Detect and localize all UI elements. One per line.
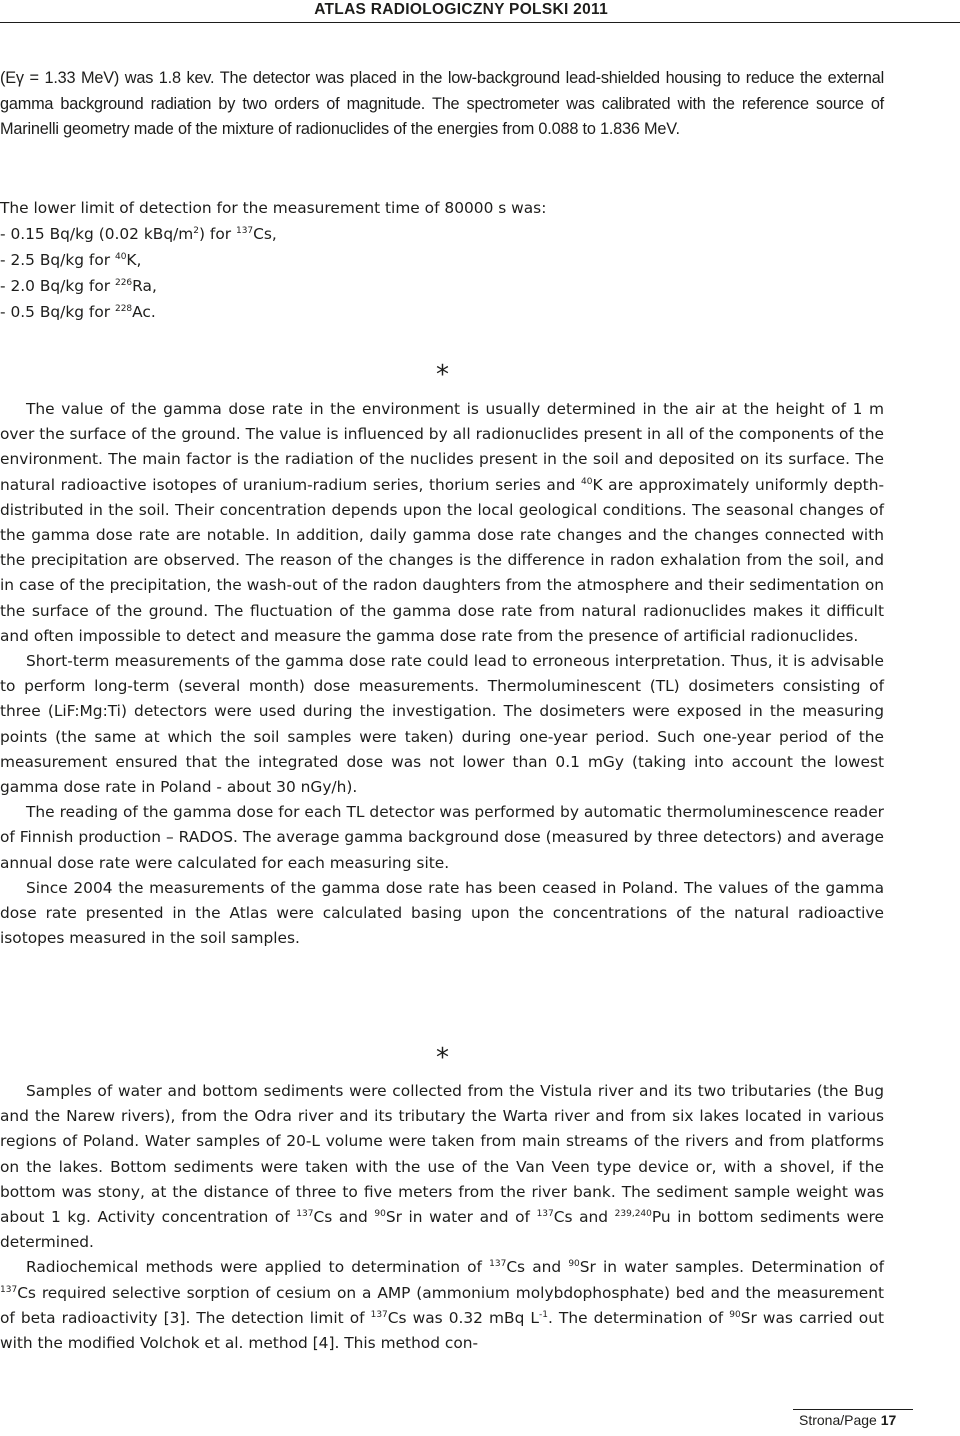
page-header <box>0 0 960 26</box>
intro-paragraph: (Eγ = 1.33 MeV) was 1.8 kev. The detector was placed in the low-background lead-shielded housing to reduce the external gamma background radiation by two orders of magnitude. The spectrometer was calibrated with the reference source of Marinelli geometry made of the mixture of radionuclides of the energies from 0.088 to 1.836 MeV. <box>0 69 884 139</box>
water-paragraph-2: Radiochemical methods were applied to determination of $^{137}$Cs and $^{90}$Sr in water samples. Determination of $^{137}$Cs required selective sorption of cesium on a AMP (ammonium molybdophosphate) bed and the measurement of beta radioactivity [3]. The detection limit of $^{137}$Cs was 0.32 mBq $L^{-1}$. The determination of $^{90}$Sr was carried out with the modified Volchok et al. method [4]. This method con- <box>0 1258 885 1353</box>
detection-item-cs: - 0.15 Bq/kg (0.02 kBq/$m^2$) for $^{137}$Cs, <box>0 225 277 243</box>
water-paragraph-1: Samples of water and bottom sediments were collected from the Vistula river and its two tributaries (the Bug and the Narew rivers), from the Odra river and its tributary the Warta river and from six lakes located in various regions of Poland. Water samples of 20-L volume were taken from main streams of the rivers and from platforms on the lakes. Bottom sediments were taken with the use of the Van Veen type device or, with a shovel, if the bottom was stony, at the distance of three to five meters from the river bank. The sediment sample weight was about 1 kg. Activity concentration of $^{137}$Cs and $^{90}$Sr in water and of $^{137}$Cs and $^{239,240}$Pu in bottom sediments were determined. <box>0 1082 885 1252</box>
header-rule <box>0 22 960 23</box>
gamma-paragraph-3: The reading of the gamma dose for each TL detector was performed by automatic thermoluminescence reader of Finnish production – RADOS. The average gamma background dose (measured by three detectors) and average annual dose rate were calculated for each measuring site. <box>0 803 884 872</box>
intro-section <box>0 66 884 143</box>
gamma-paragraph-4: Since 2004 the measurements of the gamma dose rate has been ceased in Poland. The values of the gamma dose rate presented in the Atlas were calculated basing upon the concentrations of the natural radioactive isotopes measured in the soil samples. <box>0 878 884 948</box>
footer-rule <box>793 1409 913 1410</box>
gamma-paragraph-2: Short-term measurements of the gamma dose rate could lead to erroneous interpretation. Thus, it is advisable to perform long-term (several month) dose measurements. Thermoluminescent (TL) dosimeters consisting of three (LiF:Mg:Ti) detectors were used during the investigation. The dosimeters were exposed in the measuring points (the same at which the soil samples were taken) during one-year period. Such one-year period of the measurement ensured that the integrated dose was not lower than 0.1 mGy (taking into account the lowest gamma dose rate in Poland - about 30 nGy/h). <box>0 652 884 797</box>
page-footer <box>799 1412 896 1428</box>
water-sediment-section <box>0 1079 884 1356</box>
detection-limits <box>0 195 884 325</box>
section-separator-star: * <box>436 360 449 390</box>
gamma-dose-section <box>0 397 884 951</box>
section-separator-star-2: * <box>436 1043 449 1073</box>
page-number: 17 <box>880 1412 897 1428</box>
footer-label: Strona/Page <box>799 1412 877 1428</box>
gamma-paragraph-1: The value of the gamma dose rate in the environment is usually determined in the air at the height of 1 m over the surface of the ground. The value is influenced by all radionuclides present in all of the components of the environment. The main factor is the radiation of the nuclides present in the soil and deposited on its surface. The natural radioactive isotopes of uranium-radium series, thorium series and $^{40}$K are approximately uniformly depth-distributed in the soil. Their concentration depends upon the local geological conditions. The seasonal changes of the gamma dose rate are notable. In addition, daily gamma dose rate changes and the changes connected with the precipitation are observed. The reason of the changes is the difference in radon exhalation from the soil, and in case of the precipitation, the wash-out of the radon daughters from the atmosphere and their sedimentation on the surface of the ground. The fluctuation of the gamma dose rate from natural radionuclides makes it difficult and often impossible to detect and measure the gamma dose rate from the presence of artificial radionuclides. <box>0 400 884 645</box>
header-title: ATLAS RADIOLOGICZNY POLSKI 2011 <box>314 1 608 18</box>
detection-heading: The lower limit of detection for the measurement time of 80000 s was: <box>0 199 547 217</box>
detection-item-ac: - 0.5 Bq/kg for $^{228}$Ac. <box>0 303 156 321</box>
detection-item-ra: - 2.0 Bq/kg for $^{226}$Ra, <box>0 277 157 295</box>
detection-item-k: - 2.5 Bq/kg for $^{40}$K, <box>0 251 142 269</box>
